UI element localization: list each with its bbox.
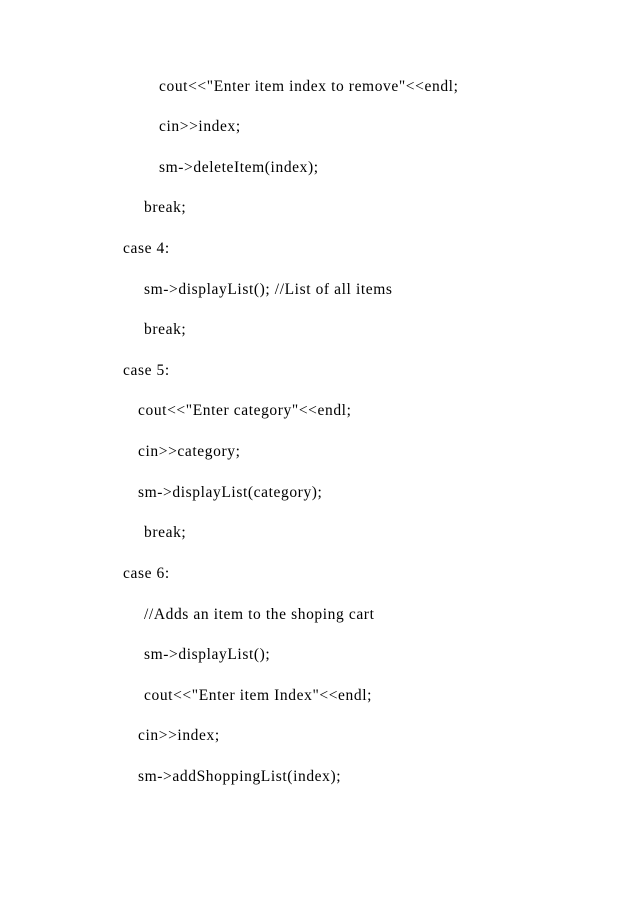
code-line-14: //Adds an item to the shoping cart	[144, 606, 375, 623]
code-line-12: break;	[144, 524, 187, 541]
code-line-1: cout<<"Enter item index to remove"<<endl;	[159, 78, 459, 95]
code-line-4: break;	[144, 199, 187, 216]
code-line-11: sm->displayList(category);	[138, 484, 323, 501]
code-line-10: cin>>category;	[138, 443, 241, 460]
code-line-16: cout<<"Enter item Index"<<endl;	[144, 687, 373, 704]
code-line-13: case 6:	[123, 565, 170, 582]
code-line-18: sm->addShoppingList(index);	[138, 768, 342, 785]
code-line-17: cin>>index;	[138, 727, 220, 744]
code-line-9: cout<<"Enter category"<<endl;	[138, 402, 352, 419]
code-line-6: sm->displayList(); //List of all items	[144, 281, 393, 298]
code-line-5: case 4:	[123, 240, 170, 257]
code-line-7: break;	[144, 321, 187, 338]
code-line-2: cin>>index;	[159, 118, 241, 135]
code-line-3: sm->deleteItem(index);	[159, 159, 319, 176]
code-line-15: sm->displayList();	[144, 646, 271, 663]
code-line-8: case 5:	[123, 362, 170, 379]
